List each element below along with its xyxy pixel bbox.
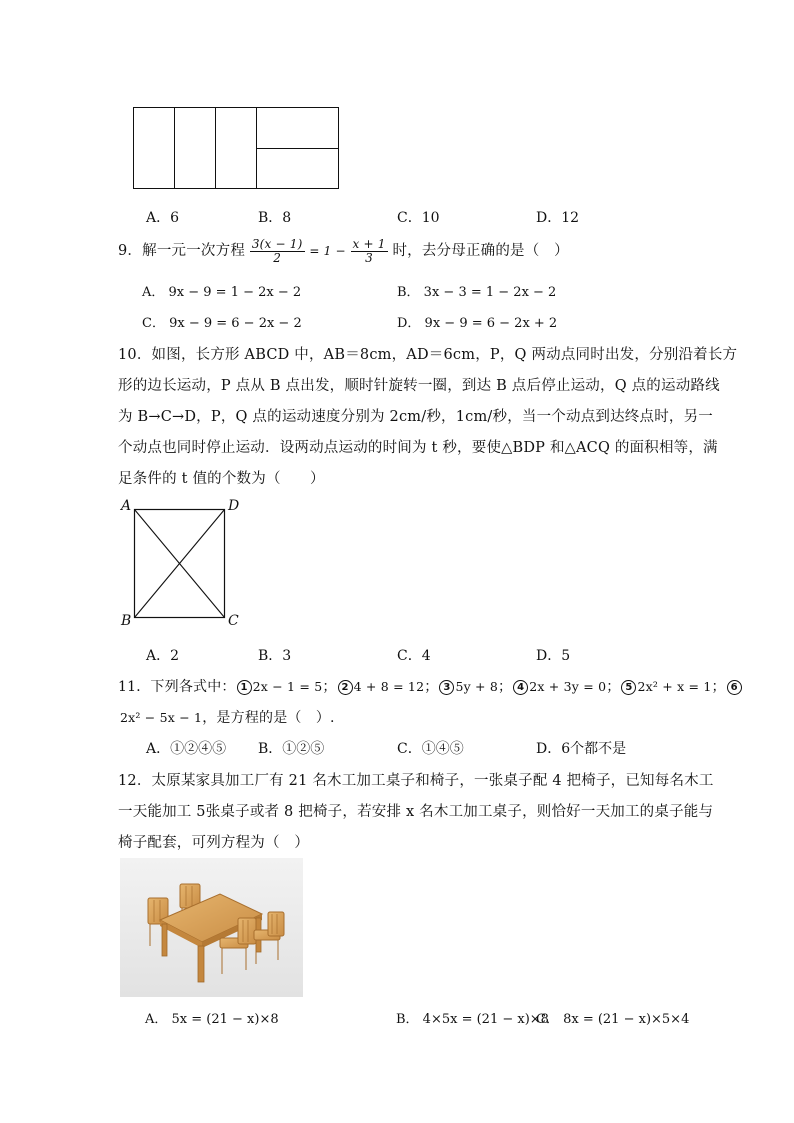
q9-eq-mid: = 1 − — [309, 244, 346, 258]
q11-line-2 — [120, 707, 335, 727]
q10-option-a[interactable]: A．2 — [146, 648, 180, 664]
q11-expr-3: 5y + 8 — [455, 679, 499, 694]
q10-line-3: 为 B→C→D，P，Q 点的运动速度分别为 2cm/秒，1cm/秒，当一个动点到达终点时，另一 — [118, 409, 714, 425]
q11-option-a[interactable]: A．①②④⑤ — [146, 741, 227, 757]
q12-option-c[interactable]: C． 8x = (21 − x)×5×4 — [536, 1012, 690, 1027]
q9-stem — [118, 236, 569, 266]
q12-line-1: 12．太原某家具加工厂有 21 名木工加工桌子和椅子，一张桌子配 4 把椅子，已知每名木工 — [118, 773, 714, 789]
circle-number-2: 2 — [338, 680, 353, 695]
circle-number-3: 3 — [439, 680, 454, 695]
table-and-chairs-image — [120, 858, 303, 997]
q12-option-a[interactable]: A． 5x = (21 − x)×8 — [145, 1012, 279, 1027]
q9-frac2-denominator: 3 — [365, 250, 373, 265]
q8-option-c[interactable]: C．10 — [397, 210, 440, 226]
vertex-label-c: C — [228, 613, 239, 629]
q10-option-b[interactable]: B．3 — [258, 648, 292, 664]
rectangle-abcd-figure — [134, 509, 226, 619]
q11-expr-2: 4 + 8 = 12 — [353, 679, 425, 694]
q10-line-4: 个动点也同时停止运动．设两动点运动的时间为 t 秒，要使△BDP 和△ACQ 的面积相等，满 — [118, 440, 718, 456]
q9-fraction-2 — [351, 238, 388, 265]
q11-prefix: 11．下列各式中： — [118, 679, 236, 695]
q10-line-2: 形的边长运动，P 点从 B 点出发，顺时针旋转一圈，到达 B 点后停止运动，Q 点的运动路线 — [118, 378, 720, 394]
q12-option-b[interactable]: B． 4×5x = (21 − x)×8 — [396, 1012, 549, 1027]
q11-expr-6: 2x² − 5x − 1 — [120, 710, 203, 725]
q12-line-2: 一天能加工 5张桌子或者 8 把椅子，若安排 x 名木工加工桌子，则恰好一天加工的桌子能与 — [118, 804, 714, 820]
q8-option-b[interactable]: B．8 — [258, 210, 292, 226]
q11-option-b[interactable]: B．①②⑤ — [258, 741, 325, 757]
q9-stem-suffix: 时，去分母正确的是（ ） — [392, 243, 569, 259]
circle-number-5: 5 — [621, 680, 636, 695]
q9-frac2-numerator: x + 1 — [352, 236, 386, 251]
q10-option-d[interactable]: D．5 — [536, 648, 571, 664]
q9-option-a[interactable]: A． 9x − 9 = 1 − 2x − 2 — [142, 285, 302, 300]
q11-suffix: ，是方程的是（ ）. — [202, 710, 335, 726]
q12-line-3: 椅子配套，可列方程为（ ） — [118, 835, 310, 851]
q9-frac1-denominator: 2 — [273, 250, 282, 265]
q10-line-1: 10．如图，长方形 ABCD 中，AB＝8cm，AD＝6cm，P，Q 两动点同时出发，分别沿着长方 — [118, 347, 738, 363]
q11-expr-4: 2x + 3y = 0 — [529, 679, 607, 694]
q10-option-c[interactable]: C．4 — [397, 648, 431, 664]
q9-fraction-1 — [250, 238, 305, 265]
circle-number-1: 1 — [237, 680, 252, 695]
q8-option-a[interactable]: A．6 — [146, 210, 180, 226]
circle-number-4: 4 — [513, 680, 528, 695]
q9-stem-prefix: 9．解一元一次方程 — [118, 243, 246, 259]
rect-grid-figure — [133, 107, 339, 189]
q9-option-d[interactable]: D． 9x − 9 = 6 − 2x + 2 — [397, 316, 558, 331]
circle-number-6: 6 — [727, 680, 742, 695]
vertex-label-b: B — [121, 613, 132, 629]
q11-option-c[interactable]: C．①④⑤ — [397, 741, 464, 757]
q11-expr-1: 2x − 1 = 5 — [252, 679, 323, 694]
q9-option-b[interactable]: B． 3x − 3 = 1 − 2x − 2 — [397, 285, 557, 300]
q10-line-5: 足条件的 t 值的个数为（ ） — [118, 471, 325, 487]
vertex-label-a: A — [121, 498, 132, 514]
q11-option-d[interactable]: D．6个都不是 — [536, 741, 627, 757]
q8-option-d[interactable]: D．12 — [536, 210, 580, 226]
q11-line-1: 11．下列各式中： 1 2x − 1 = 5； 2 4 + 8 = 12； 3 5y + 8； 4 2x + 3y = 0； 5 2x² + x = 1； 6 — [118, 676, 743, 696]
q9-option-c[interactable]: C． 9x − 9 = 6 − 2x − 2 — [142, 316, 302, 331]
q11-expr-5: 2x² + x = 1 — [637, 679, 712, 694]
q9-frac1-numerator: 3(x − 1) — [251, 236, 303, 251]
vertex-label-d: D — [228, 498, 240, 514]
